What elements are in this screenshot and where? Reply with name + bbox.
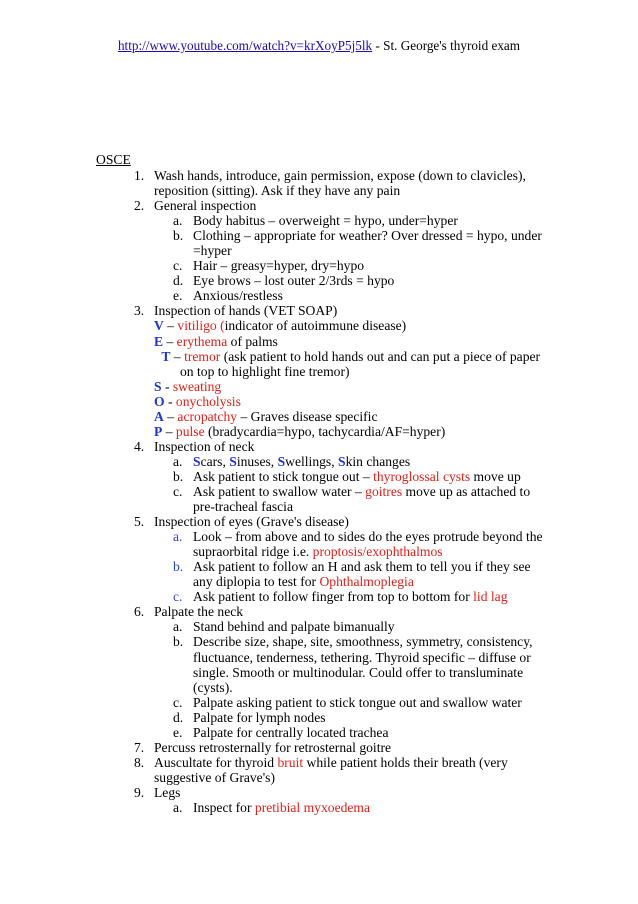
- osce-heading: OSCE: [96, 152, 131, 167]
- step-number: 9.: [134, 784, 145, 800]
- keyword: pulse: [175, 423, 205, 439]
- substep-letter: b.: [173, 634, 184, 650]
- header-title: St. George's thyroid exam: [383, 38, 521, 53]
- substep-letter: b.: [173, 228, 184, 244]
- step-5: [0, 514, 638, 529]
- header: [0, 37, 638, 54]
- step-text: Inspection of hands (VET SOAP): [154, 303, 338, 319]
- step-number: 2.: [134, 198, 145, 214]
- step-3: [0, 303, 638, 318]
- dash: -: [164, 393, 176, 409]
- header-separator: -: [372, 38, 384, 53]
- substep-6e: [0, 725, 638, 740]
- keyword: proptosis/exophthalmos: [312, 544, 443, 560]
- mnemonic-letter: P: [154, 423, 163, 439]
- youtube-link[interactable]: http://www.youtube.com/watch?v=krXoyP5j5lk: [117, 38, 373, 53]
- substep-text: Palpate asking patient to stick tongue out and swallow water: [193, 694, 522, 710]
- substep-text: move up as attached to pre-tracheal fascia: [193, 483, 531, 515]
- substep-letter: e.: [173, 288, 183, 304]
- vet-soap-t: [0, 349, 638, 379]
- mnemonic-letter: S: [154, 378, 162, 394]
- substep-4a: [0, 454, 638, 469]
- keyword: Ophthalmoplegia: [319, 574, 414, 590]
- substep-5b: [0, 559, 638, 589]
- substep-text: Ask patient to swallow water –: [193, 483, 366, 499]
- keyword: bruit: [277, 754, 304, 770]
- vet-soap-a: [0, 409, 638, 424]
- step-text: Palpate the neck: [154, 604, 244, 620]
- dash: -: [161, 378, 173, 394]
- substep-6b: [0, 634, 638, 694]
- substep-9a: [0, 800, 638, 815]
- initial-s: S: [193, 453, 201, 469]
- step-number: 8.: [134, 754, 145, 770]
- step-number: 1.: [134, 168, 145, 183]
- step-text: Auscultate for thyroid: [154, 754, 278, 770]
- substep-letter: c.: [173, 589, 183, 605]
- step-4: [0, 439, 638, 454]
- substep-letter: a.: [173, 213, 183, 229]
- step-text: Percuss retrosternally for retrosternal goitre: [154, 739, 392, 755]
- substep-letter: c.: [173, 483, 183, 499]
- step-text: Wash hands, introduce, gain permission, expose (down to clavicles), reposition (sitting). Ask if they have any pain: [154, 168, 526, 199]
- substep-text: Ask patient to stick tongue out –: [193, 468, 374, 484]
- mnemonic-letter: T: [161, 348, 171, 364]
- vet-soap-s: [0, 379, 638, 394]
- substep-2a: [0, 213, 638, 228]
- substep-text: Body habitus – overweight = hypo, under=hyper: [193, 213, 458, 229]
- substep-letter: c.: [173, 258, 183, 274]
- substep-text: Look – from above and to sides do the eyes protrude beyond the supraorbital ridge i.e.: [193, 529, 543, 560]
- substep-text: Hair – greasy=hyper, dry=hypo: [193, 258, 365, 274]
- step-8: [0, 755, 638, 785]
- keyword: sweating: [172, 378, 222, 394]
- substep-text: Ask patient to follow an H and ask them to tell you if they see any diplopia to test for: [193, 559, 531, 590]
- substep-text: Anxious/restless: [193, 288, 283, 304]
- step-9: [0, 785, 638, 800]
- step-2: [0, 198, 638, 213]
- substep-4b: [0, 469, 638, 484]
- mnemonic-letter: E: [154, 333, 164, 349]
- substep-letter: e.: [173, 724, 183, 740]
- substep-2c: [0, 258, 638, 273]
- word-rest: kin changes: [345, 453, 411, 469]
- substep-4c: [0, 484, 638, 514]
- substep-6a: [0, 619, 638, 634]
- substep-2b: [0, 228, 638, 258]
- word-rest: wellings,: [285, 453, 339, 469]
- word-rest: inuses,: [236, 453, 278, 469]
- substep-text: Stand behind and palpate bimanually: [193, 619, 395, 635]
- dash: –: [170, 348, 185, 364]
- initial-s: S: [229, 453, 237, 469]
- dash: –: [163, 408, 178, 424]
- dash: –: [163, 333, 177, 349]
- substep-text: Ask patient to follow finger from top to bottom for: [193, 589, 474, 605]
- vet-soap-p: [0, 424, 638, 439]
- substep-letter: b.: [173, 468, 184, 484]
- keyword: pretibial myxoedema: [254, 799, 371, 815]
- substep-5c: [0, 589, 638, 604]
- keyword: acropatchy: [177, 408, 238, 424]
- keyword: tremor: [184, 348, 221, 364]
- mnemonic-letter: V: [154, 318, 164, 334]
- description: – Graves disease specific: [237, 408, 378, 424]
- description: indicator of autoimmune disease): [224, 318, 407, 334]
- description: of palms: [227, 333, 278, 349]
- substep-letter: a.: [173, 619, 183, 635]
- step-text: General inspection: [154, 198, 257, 214]
- substep-text: Palpate for centrally located trachea: [193, 724, 389, 740]
- vet-soap-o: [0, 394, 638, 409]
- mnemonic-letter: A: [154, 408, 164, 424]
- keyword: lid lag: [473, 589, 508, 605]
- substep-6d: [0, 710, 638, 725]
- mnemonic-letter: O: [154, 393, 165, 409]
- step-number: 4.: [134, 438, 145, 454]
- vet-soap-e: [0, 334, 638, 349]
- word-rest: cars,: [200, 453, 230, 469]
- initial-s: S: [277, 453, 286, 469]
- substep-text: move up: [470, 468, 521, 484]
- step-7: [0, 740, 638, 755]
- dash: –: [163, 318, 178, 334]
- substep-text: Clothing – appropriate for weather? Over dressed = hypo, under =hyper: [193, 228, 542, 259]
- step-text: Legs: [154, 784, 181, 800]
- dash: –: [162, 423, 176, 439]
- step-6: [0, 604, 638, 619]
- step-text: while patient holds their breath (very suggestive of Grave's): [154, 754, 508, 785]
- substep-letter: c.: [173, 694, 183, 710]
- keyword: erythema: [176, 333, 228, 349]
- substep-text: Inspect for: [193, 799, 255, 815]
- substep-letter: a.: [173, 453, 183, 469]
- keyword: vitiligo: [177, 318, 217, 334]
- substep-letter: d.: [173, 709, 184, 725]
- step-number: 5.: [134, 514, 145, 530]
- step-text: Inspection of eyes (Grave's disease): [154, 514, 349, 530]
- substep-letter: b.: [173, 559, 184, 575]
- substep-letter: d.: [173, 273, 184, 289]
- bracket: (: [216, 318, 225, 334]
- step-number: 7.: [134, 739, 145, 755]
- keyword: onycholysis: [175, 393, 241, 409]
- description: (bradycardia=hypo, tachycardia/AF=hyper): [204, 423, 446, 439]
- vet-soap-v: [0, 318, 638, 333]
- step-number: 3.: [134, 303, 145, 319]
- description: (ask patient to hold hands out and can put a piece of paper on top to highlight fine tremor): [180, 348, 541, 379]
- keyword: goitres: [365, 483, 403, 499]
- osce-list: [0, 168, 638, 815]
- substep-text: Palpate for lymph nodes: [193, 709, 326, 725]
- keyword: thyroglossal cysts: [373, 468, 471, 484]
- substep-letter: a.: [173, 799, 183, 815]
- step-1: [0, 168, 638, 198]
- substep-letter: a.: [173, 529, 183, 545]
- step-text: Inspection of neck: [154, 438, 255, 454]
- substep-text: Eye brows – lost outer 2/3rds = hypo: [193, 273, 395, 289]
- step-number: 6.: [134, 604, 145, 620]
- substep-2d: [0, 273, 638, 288]
- substep-2e: [0, 288, 638, 303]
- substep-6c: [0, 695, 638, 710]
- substep-text: Describe size, shape, site, smoothness, symmetry, consistency, fluctuance, tenderness, tethering. Thyroid specific – diffuse or single. Smooth or multinodular. Could offer to transluminate (cysts).: [193, 634, 533, 695]
- substep-5a: [0, 529, 638, 559]
- initial-s: S: [338, 453, 346, 469]
